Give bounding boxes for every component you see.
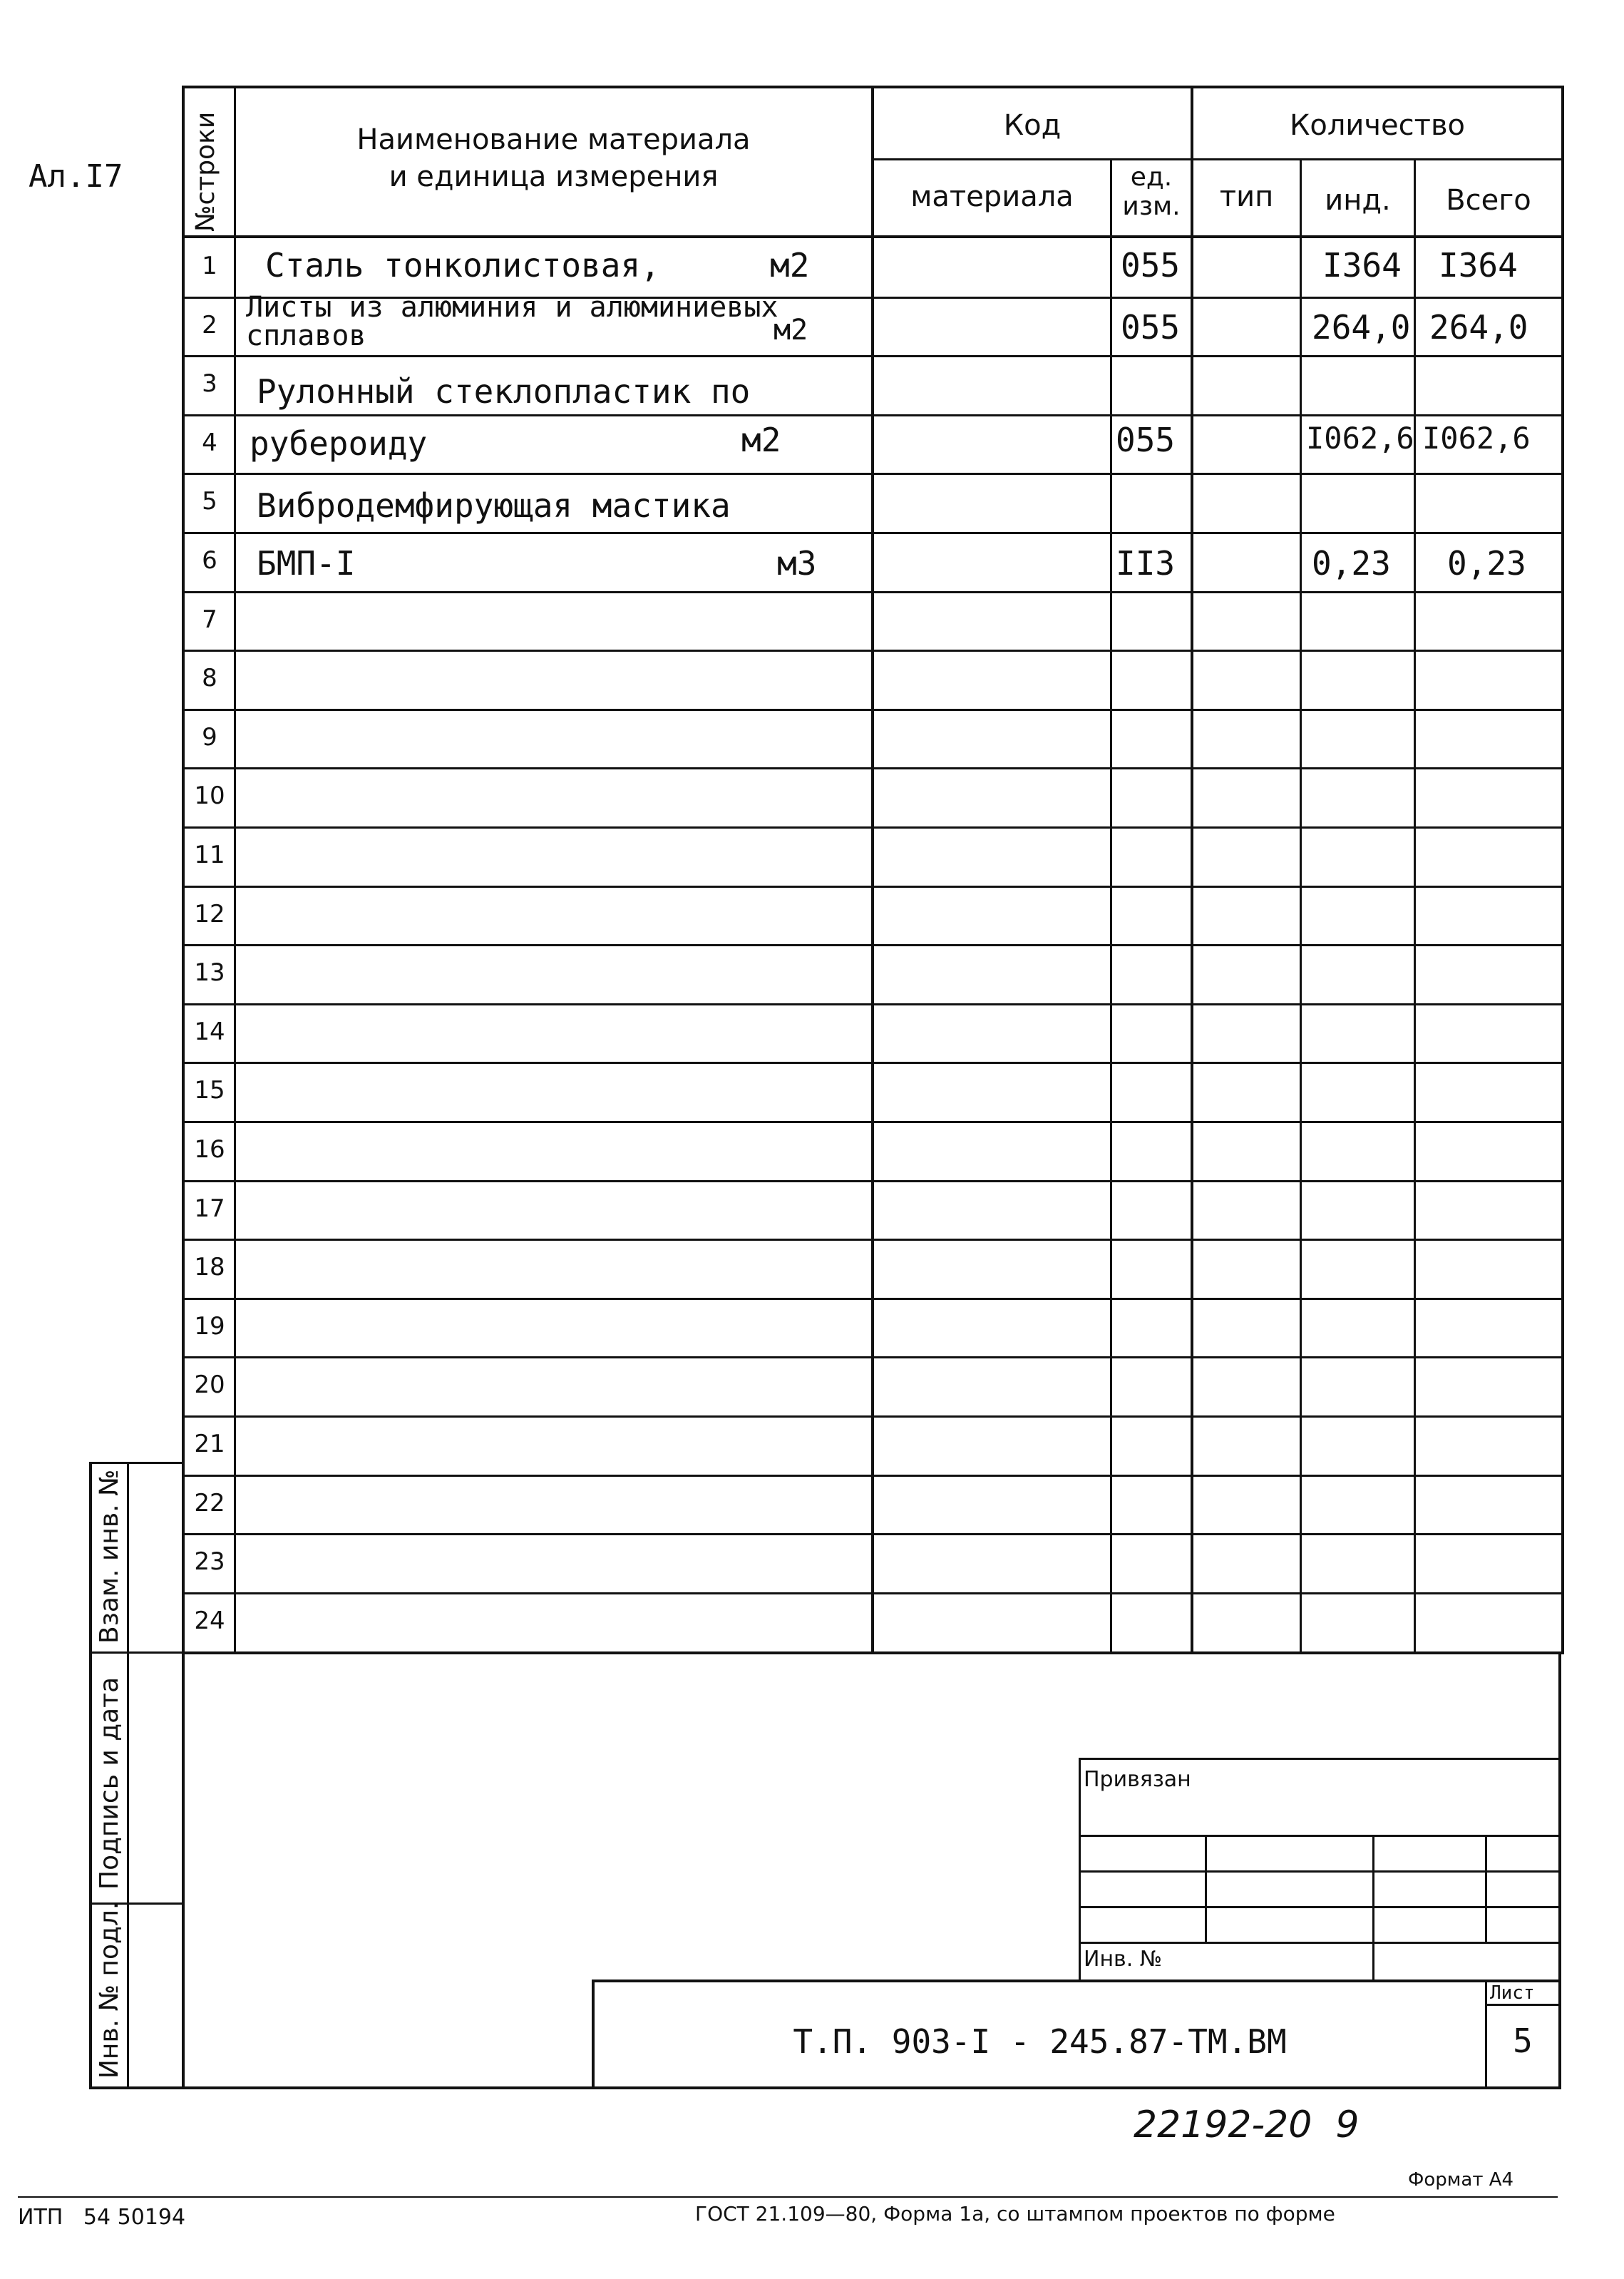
footer-right: ГОСТ 21.109—80, Форма 1а, со штампом проектов по форме [695,2202,1335,2226]
row-number: 19 [194,1312,225,1341]
row-divider [182,355,1564,357]
row-5-name: Вибродемфирующая мастика [257,486,731,525]
row-number: 2 [202,311,217,339]
row-number: 22 [194,1489,225,1517]
row-number: 9 [202,723,217,752]
row-number: 10 [194,782,225,810]
row-1-ind: I364 [1322,246,1402,285]
stamp-sheet-no: 5 [1513,2022,1533,2060]
row-4-total: I062,6 [1422,421,1531,456]
row-2-unit: м2 [774,314,808,347]
row-divider [182,1592,1564,1594]
row-6-ind: 0,23 [1312,544,1391,583]
row-divider [182,414,1564,416]
row-divider [182,1062,1564,1064]
row-2-ind: 264,0 [1312,308,1411,347]
row-number: 17 [194,1194,225,1223]
row-number: 6 [202,546,217,575]
side-sign-date: Подпись и дата [95,1676,124,1890]
side-replace-inv: Взам. инв. № [95,1469,124,1644]
header-code: Код [1003,109,1062,142]
row-2-total: 264,0 [1429,308,1528,347]
row-1-unit: м2 [770,246,810,285]
row-divider [182,1239,1564,1241]
row-4-name: рубероиду [250,424,428,463]
row-number: 13 [194,958,225,987]
row-6-unit: м3 [777,544,817,583]
header-ind: инд. [1325,184,1391,217]
header-unit-line2: изм. [1122,192,1181,222]
row-number: 4 [202,429,217,457]
header-quantity: Количество [1289,109,1465,142]
row-divider [182,1180,1564,1182]
row-divider [182,826,1564,829]
row-number: 7 [202,605,217,634]
row-number: 20 [194,1371,225,1399]
header-name-line2: и единица измерения [389,160,719,193]
footer-left: ИТП 54 50194 [18,2205,186,2230]
row-divider [182,1415,1564,1418]
row-number: 23 [194,1547,225,1576]
header-unit-line1: ед. [1130,163,1173,192]
header-row-no: №строки [191,111,220,232]
row-2-name2: сплавов [246,319,366,352]
row-4-code: 055 [1116,421,1176,459]
row-divider [182,709,1564,711]
row-number: 8 [202,664,217,692]
row-number: 12 [194,900,225,928]
stamp-doc-code: Т.П. 903-I - 245.87-ТМ.ВМ [793,2022,1287,2061]
stamp-inv-no: Инв. № [1084,1947,1163,1972]
header-name-line1: Наименование материала [356,123,751,156]
row-divider [182,532,1564,534]
row-divider [182,1533,1564,1535]
row-number: 15 [194,1076,225,1105]
row-1-code: 055 [1121,246,1181,285]
row-6-total: 0,23 [1447,544,1526,583]
row-divider [182,1356,1564,1358]
row-1-total: I364 [1439,246,1518,285]
format-label: Формат А4 [1408,2169,1514,2191]
row-4-ind: I062,6 [1306,421,1414,456]
row-divider [182,1475,1564,1477]
stamp-sheet-label: Лист [1490,1982,1535,2004]
row-2-name: Листы из алюминия и алюминиевых [246,291,778,324]
row-divider [182,591,1564,593]
row-number: 24 [194,1607,225,1635]
row-number: 11 [194,841,225,869]
row-6-name: БМП-I [257,544,356,583]
row-divider [182,767,1564,769]
row-3-name: Рулонный стеклопластик по [257,372,751,411]
row-number: 5 [202,487,217,516]
row-4-unit: м2 [741,421,781,459]
header-total: Всего [1446,184,1531,217]
row-6-code: II3 [1116,544,1176,583]
row-number: 14 [194,1018,225,1046]
row-divider [182,650,1564,652]
handwritten-number: 22192-20 9 [1134,2104,1360,2146]
row-divider [182,1003,1564,1005]
row-divider [182,473,1564,475]
stamp-privyazan: Привязан [1084,1767,1191,1792]
row-2-code: 055 [1121,308,1181,347]
row-1-name: Сталь тонколистовая, [265,246,660,285]
row-divider [182,1298,1564,1300]
header-type: тип [1219,180,1274,213]
row-number: 21 [194,1430,225,1458]
row-number: 18 [194,1253,225,1281]
side-inv-orig: Инв. № подл. [95,1901,124,2079]
row-number: 1 [202,252,217,280]
row-divider [182,886,1564,888]
row-divider [182,1121,1564,1123]
header-material: материала [910,180,1074,213]
row-number: 3 [202,369,217,398]
sheet-label: Ал.I7 [29,158,123,195]
row-number: 16 [194,1135,225,1164]
row-divider [182,944,1564,946]
